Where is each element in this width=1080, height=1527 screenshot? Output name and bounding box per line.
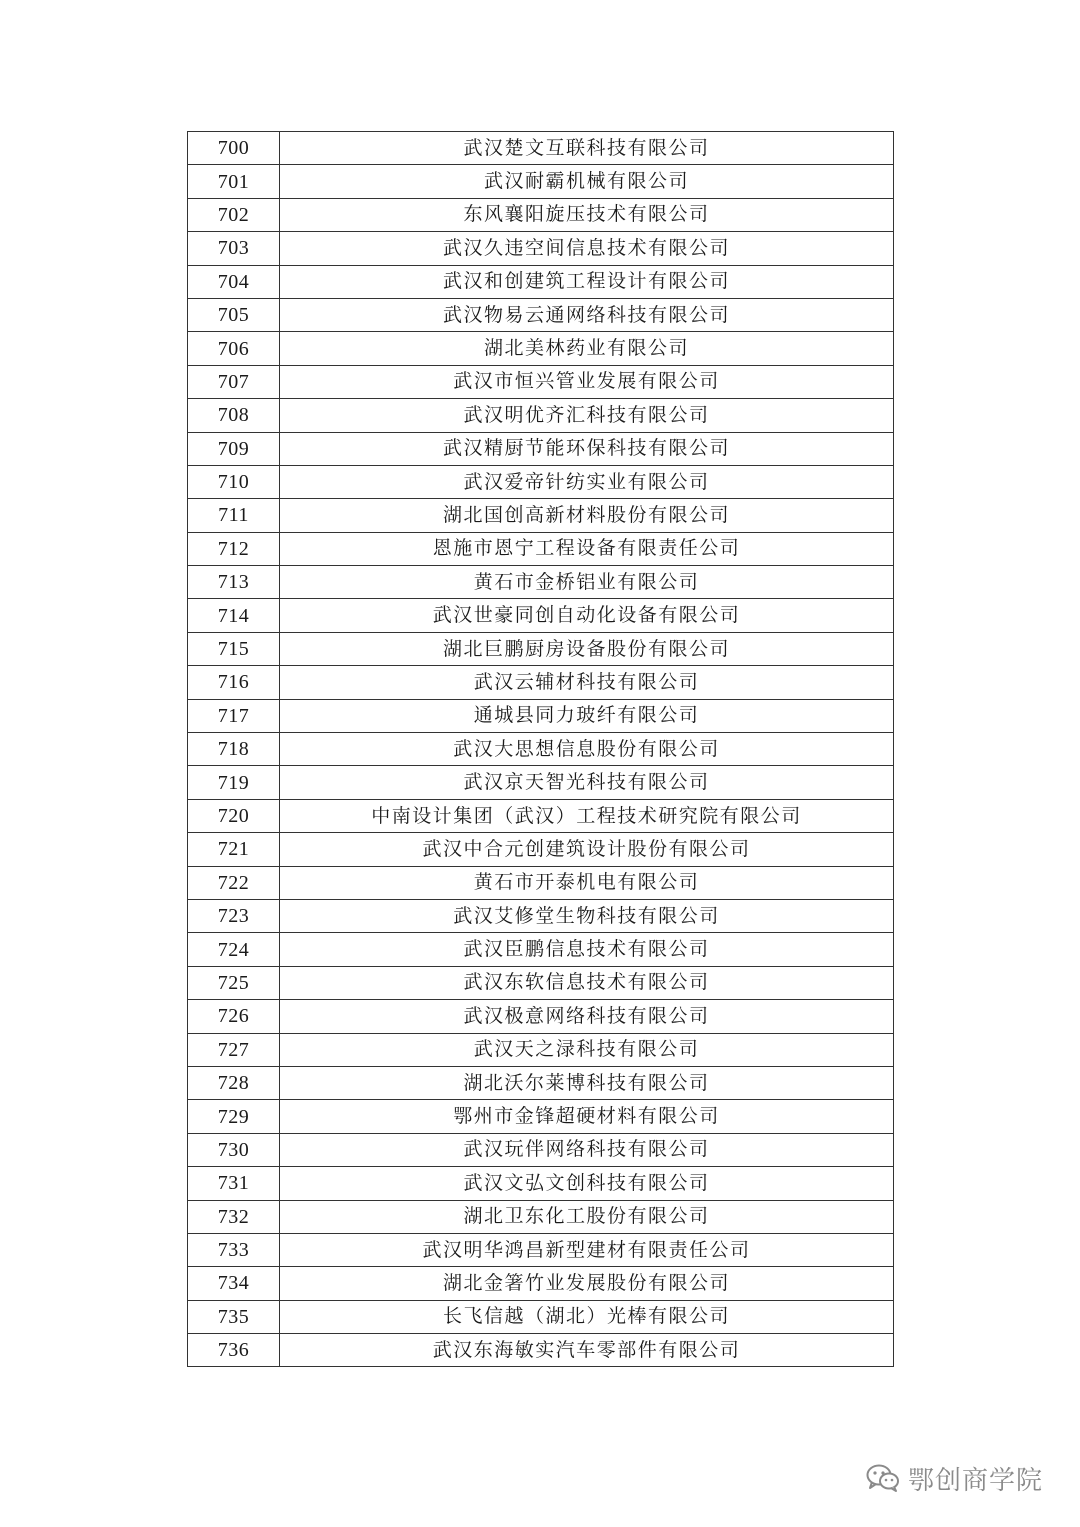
row-number: 722 (188, 866, 280, 899)
row-number: 725 (188, 966, 280, 999)
company-name: 武汉玩伴网络科技有限公司 (280, 1133, 894, 1166)
table-row (188, 1033, 894, 1066)
company-list-body (188, 132, 894, 1367)
row-number: 732 (188, 1200, 280, 1233)
company-name: 武汉文弘文创科技有限公司 (280, 1167, 894, 1200)
company-name: 武汉物易云通网络科技有限公司 (280, 298, 894, 331)
row-number: 712 (188, 532, 280, 565)
row-number: 708 (188, 399, 280, 432)
row-number: 726 (188, 1000, 280, 1033)
table-row (188, 332, 894, 365)
table-row (188, 232, 894, 265)
row-number: 716 (188, 666, 280, 699)
row-number: 733 (188, 1233, 280, 1266)
company-name: 武汉臣鹏信息技术有限公司 (280, 933, 894, 966)
row-number: 718 (188, 733, 280, 766)
table-row (188, 833, 894, 866)
row-number: 701 (188, 165, 280, 198)
table-row (188, 699, 894, 732)
table-row (188, 632, 894, 665)
row-number: 730 (188, 1133, 280, 1166)
table-row (188, 566, 894, 599)
company-name: 武汉楚文互联科技有限公司 (280, 132, 894, 165)
table-row (188, 132, 894, 165)
table-row (188, 465, 894, 498)
company-name: 黄石市金桥铝业有限公司 (280, 566, 894, 599)
row-number: 727 (188, 1033, 280, 1066)
table-row (188, 1133, 894, 1166)
company-name: 通城县同力玻纤有限公司 (280, 699, 894, 732)
watermark (866, 1458, 1043, 1498)
row-number: 736 (188, 1334, 280, 1367)
company-list-table (187, 131, 894, 1367)
row-number: 710 (188, 465, 280, 498)
row-number: 719 (188, 766, 280, 799)
company-name: 武汉久违空间信息技术有限公司 (280, 232, 894, 265)
table-row (188, 1334, 894, 1367)
row-number: 714 (188, 599, 280, 632)
table-row (188, 666, 894, 699)
table-row (188, 1167, 894, 1200)
company-name: 鄂州市金锋超硬材料有限公司 (280, 1100, 894, 1133)
company-name: 武汉天之渌科技有限公司 (280, 1033, 894, 1066)
company-name: 武汉云辅材科技有限公司 (280, 666, 894, 699)
company-name: 武汉东软信息技术有限公司 (280, 966, 894, 999)
table-row (188, 165, 894, 198)
company-name: 湖北美林药业有限公司 (280, 332, 894, 365)
company-name: 湖北国创高新材料股份有限公司 (280, 499, 894, 532)
company-name: 湖北金箸竹业发展股份有限公司 (280, 1267, 894, 1300)
company-name: 黄石市开泰机电有限公司 (280, 866, 894, 899)
table-row (188, 365, 894, 398)
row-number: 715 (188, 632, 280, 665)
table-row (188, 399, 894, 432)
row-number: 724 (188, 933, 280, 966)
row-number: 729 (188, 1100, 280, 1133)
company-name: 武汉明优齐汇科技有限公司 (280, 399, 894, 432)
company-name: 武汉精厨节能环保科技有限公司 (280, 432, 894, 465)
company-name: 恩施市恩宁工程设备有限责任公司 (280, 532, 894, 565)
table-row (188, 198, 894, 231)
company-name: 长飞信越（湖北）光棒有限公司 (280, 1300, 894, 1333)
company-name: 湖北巨鹏厨房设备股份有限公司 (280, 632, 894, 665)
table-row (188, 766, 894, 799)
row-number: 704 (188, 265, 280, 298)
company-name: 武汉世豪同创自动化设备有限公司 (280, 599, 894, 632)
row-number: 702 (188, 198, 280, 231)
row-number: 721 (188, 833, 280, 866)
table-row (188, 265, 894, 298)
table-row (188, 866, 894, 899)
row-number: 734 (188, 1267, 280, 1300)
row-number: 731 (188, 1167, 280, 1200)
row-number: 735 (188, 1300, 280, 1333)
company-name: 武汉市恒兴管业发展有限公司 (280, 365, 894, 398)
table-row (188, 432, 894, 465)
row-number: 728 (188, 1066, 280, 1099)
table-row (188, 1100, 894, 1133)
table-row (188, 298, 894, 331)
company-name: 东风襄阳旋压技术有限公司 (280, 198, 894, 231)
table-row (188, 1066, 894, 1099)
company-name: 湖北卫东化工股份有限公司 (280, 1200, 894, 1233)
table-row (188, 1200, 894, 1233)
company-name: 武汉耐霸机械有限公司 (280, 165, 894, 198)
company-name: 武汉大思想信息股份有限公司 (280, 733, 894, 766)
row-number: 709 (188, 432, 280, 465)
table-row (188, 933, 894, 966)
table-row (188, 799, 894, 832)
table-row (188, 1000, 894, 1033)
row-number: 713 (188, 566, 280, 599)
row-number: 707 (188, 365, 280, 398)
company-name: 湖北沃尔莱博科技有限公司 (280, 1066, 894, 1099)
company-name: 武汉明华鸿昌新型建材有限责任公司 (280, 1233, 894, 1266)
table-row (188, 532, 894, 565)
company-name: 武汉东海敏实汽车零部件有限公司 (280, 1334, 894, 1367)
row-number: 703 (188, 232, 280, 265)
company-name: 武汉艾修堂生物科技有限公司 (280, 899, 894, 932)
table-row (188, 966, 894, 999)
company-name: 武汉京天智光科技有限公司 (280, 766, 894, 799)
table-row (188, 1300, 894, 1333)
watermark-text: 鄂创商学院 (908, 1465, 1044, 1496)
row-number: 723 (188, 899, 280, 932)
row-number: 705 (188, 298, 280, 331)
company-name: 中南设计集团（武汉）工程技术研究院有限公司 (280, 799, 894, 832)
company-name: 武汉和创建筑工程设计有限公司 (280, 265, 894, 298)
table-row (188, 599, 894, 632)
table-row (188, 733, 894, 766)
table-row (188, 1233, 894, 1266)
table-row (188, 899, 894, 932)
table-row (188, 499, 894, 532)
row-number: 700 (188, 132, 280, 165)
company-name: 武汉极意网络科技有限公司 (280, 1000, 894, 1033)
row-number: 720 (188, 799, 280, 832)
table-row (188, 1267, 894, 1300)
wechat-icon (866, 1463, 900, 1493)
company-name: 武汉中合元创建筑设计股份有限公司 (280, 833, 894, 866)
row-number: 711 (188, 499, 280, 532)
company-name: 武汉爱帝针纺实业有限公司 (280, 465, 894, 498)
row-number: 717 (188, 699, 280, 732)
row-number: 706 (188, 332, 280, 365)
